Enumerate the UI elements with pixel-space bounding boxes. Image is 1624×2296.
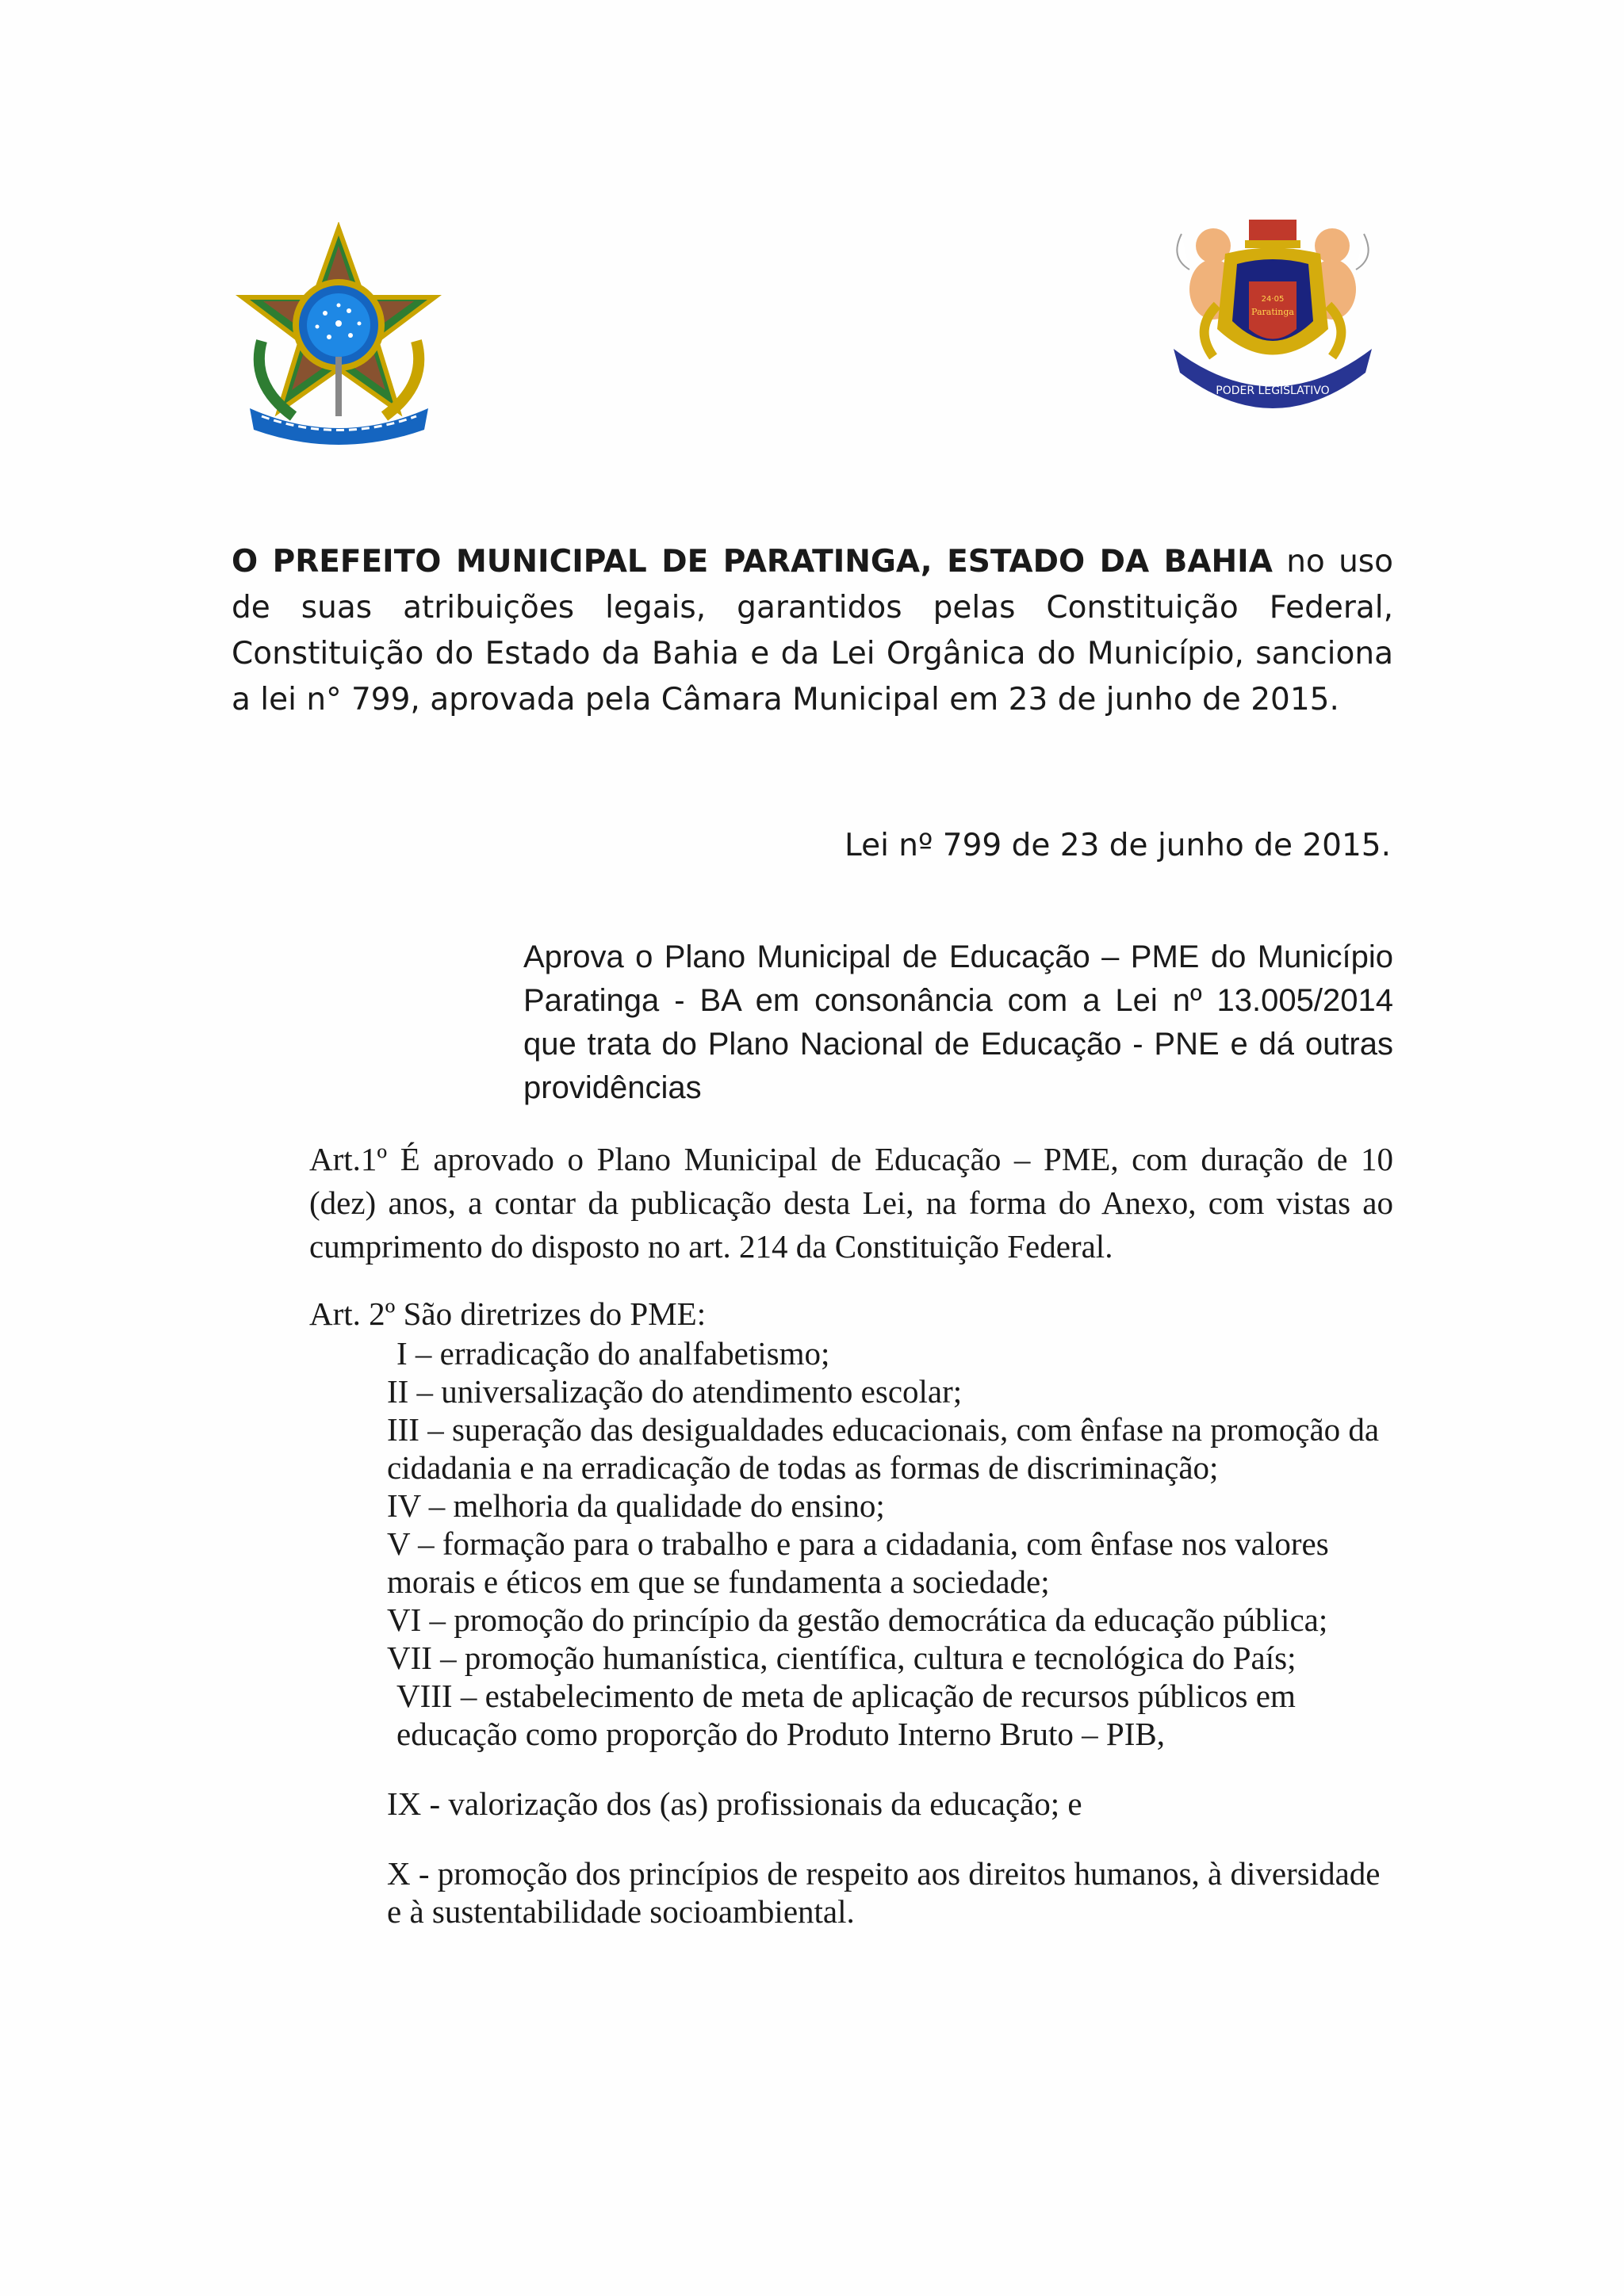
- emblem-date-text: 24·05: [1261, 295, 1285, 304]
- list-item: VI – promoção do princípio da gestão democrática da educação pública;: [387, 1601, 1328, 1638]
- brasao-da-republica-icon: [230, 222, 448, 448]
- list-item: V – formação para o trabalho e para a cidadania, com ênfase nos valores morais e éticos em que se fundamenta a sociedade;: [387, 1525, 1329, 1600]
- article-2-items: [387, 1334, 1402, 1931]
- intro-bold-heading: O PREFEITO MUNICIPAL DE PARATINGA, ESTADO DA BAHIA: [232, 544, 1273, 580]
- article-1: Art.1º É aprovado o Plano Municipal de Educação – PME, com duração de 10 (dez) anos, a contar da publicação desta Lei, na forma do Anexo, com vistas ao cumprimento do disposto no art. 214 da Constituição Federal.: [309, 1141, 1393, 1265]
- list-item: III – superação das desigualdades educacionais, com ênfase na promoção da cidadania e na erradicação de todas as formas de discriminação;: [387, 1411, 1380, 1486]
- intro-body: no uso de suas atribuições legais, garantidos pelas Constituição Federal, Constituição do Estado da Bahia e da Lei Orgânica do Município, sanciona a lei n° 799, aprovada pela Câmara Municipal em 23 de junho de 2015.: [232, 544, 1393, 718]
- list-item: X - promoção dos princípios de respeito aos direitos humanos, à diversidade e à sustentabilidade socioambiental.: [387, 1855, 1381, 1930]
- list-item: VII – promoção humanística, científica, cultura e tecnológica do País;: [387, 1640, 1297, 1676]
- intro-paragraph: [232, 539, 1393, 723]
- list-item: VIII – estabelecimento de meta de aplicação de recursos públicos em educação como proporção do Produto Interno Bruto – PIB,: [396, 1678, 1296, 1752]
- emblem-town-text: Paratinga: [1251, 307, 1294, 317]
- emblem-ribbon-text: PODER LEGISLATIVO: [1216, 385, 1330, 397]
- law-title: Lei nº 799 de 23 de junho de 2015.: [845, 828, 1391, 863]
- list-item: II – universalização do atendimento escolar;: [387, 1373, 963, 1410]
- article-2-heading: Art. 2º São diretrizes do PME:: [309, 1295, 707, 1332]
- law-ementa: Aprova o Plano Municipal de Educação – PME do Município Paratinga - BA em consonância com a Lei nº 13.005/2014 que trata do Plano Nacional de Educação - PNE e dá outras providências: [523, 939, 1393, 1105]
- brasao-municipal-icon: [1158, 210, 1388, 436]
- list-item: I – erradicação do analfabetismo;: [396, 1335, 830, 1372]
- list-item: IX - valorização dos (as) profissionais da educação; e: [387, 1785, 1082, 1822]
- list-item: IV – melhoria da qualidade do ensino;: [387, 1487, 885, 1524]
